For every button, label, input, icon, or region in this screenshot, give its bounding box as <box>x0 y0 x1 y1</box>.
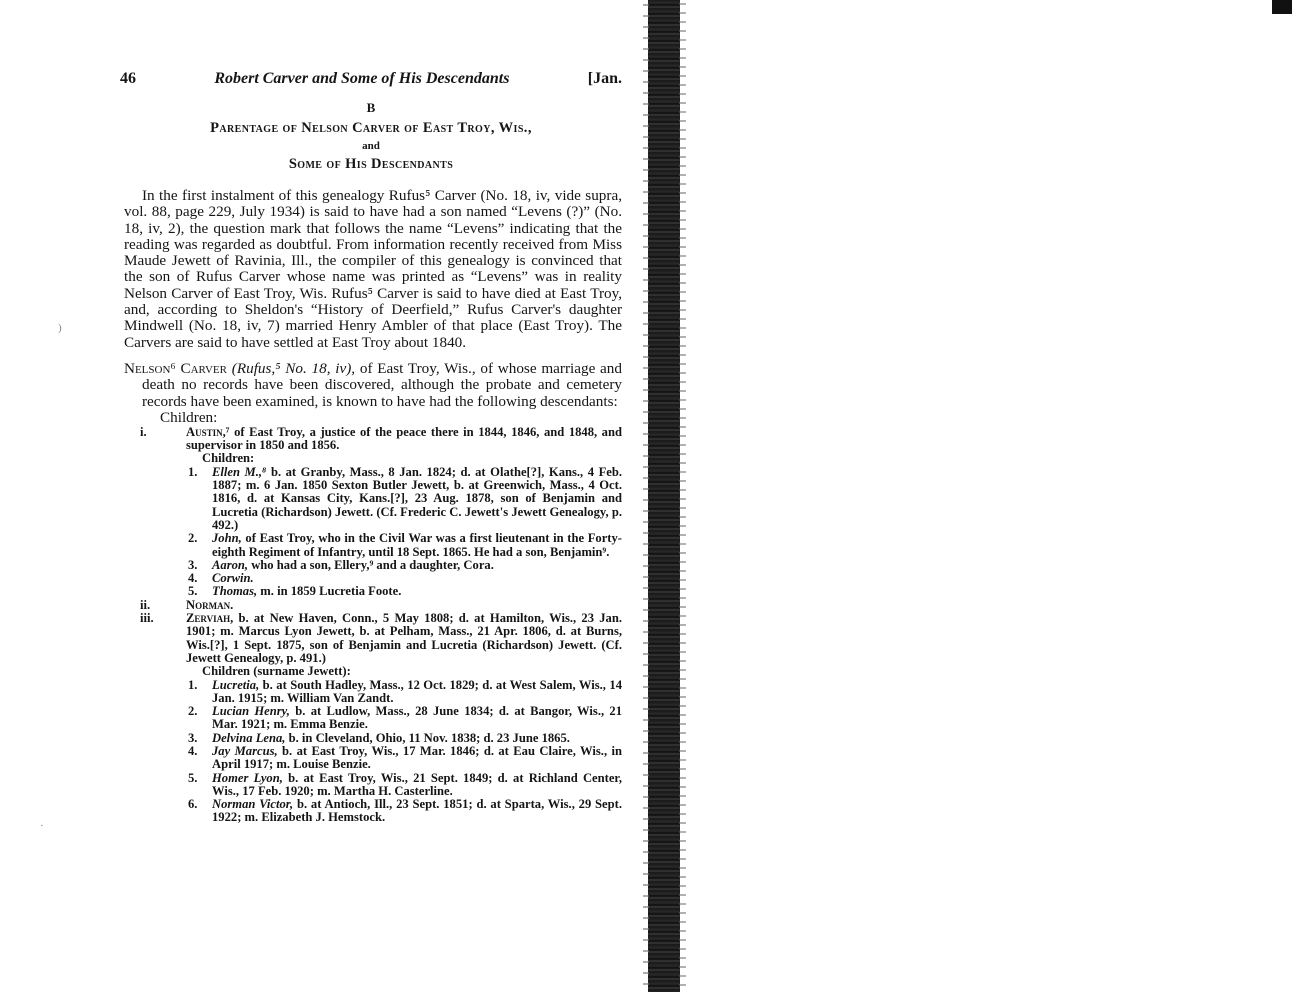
grandchild-details: b. at East Troy, Wis., 17 Mar. 1846; d. at Eau Claire, Wis., in April 1917; m. Louise Benzie. <box>212 743 622 772</box>
grandchild-entry <box>188 798 622 825</box>
grandchild-number: 3. <box>188 730 198 745</box>
book-spine-gutter <box>648 0 680 992</box>
grandchild-text <box>212 732 622 745</box>
grandchild-name: Norman Victor, <box>212 797 294 812</box>
nelson-entry <box>124 361 622 410</box>
grandchild-entry <box>188 732 622 745</box>
grandchild-details: b. at South Hadley, Mass., 12 Oct. 1829; d. at West Salem, Wis., 14 Jan. 1915; m. William Van Zandt. <box>212 677 622 705</box>
child-text <box>186 612 622 665</box>
scan-edge-mark <box>1272 0 1292 14</box>
heading-line-3: Some of His Descendants <box>288 156 454 172</box>
running-month: [Jan. <box>587 70 622 87</box>
grandchild-text <box>212 772 622 799</box>
grandchild-details: b. at East Troy, Wis., 21 Sept. 1849; d. at Richland Center, Wis., 17 Feb. 1920; m. Martha H. Casterline. <box>212 770 622 798</box>
grandchild-text <box>212 798 622 825</box>
nelson-name: Nelson⁶ Carver <box>124 359 227 377</box>
grandchild-number: 1. <box>188 464 198 479</box>
grandchild-details: b. at Antioch, Ill., 23 Sept. 1851; d. at Sparta, Wis., 29 Sept. 1922; m. Elizabeth J. Hemstock. <box>212 797 622 825</box>
grandchild-number: 2. <box>188 704 198 719</box>
grandchild-name: Homer Lyon, <box>212 770 283 785</box>
child-entry <box>140 426 622 453</box>
grandchild-number: 1. <box>188 677 198 692</box>
grandchild-text <box>212 585 622 598</box>
grandchild-details: who had a son, Ellery,⁹ and a daughter, Cora. <box>248 557 494 572</box>
child-text <box>186 599 622 612</box>
child-entry <box>140 599 622 612</box>
child-name: Zerviah, <box>186 611 234 626</box>
grandchild-text <box>212 559 622 572</box>
grandchild-name: Delvina Lena, <box>212 730 286 745</box>
child-number: i. <box>140 424 147 439</box>
heading-line-2: and <box>362 140 380 152</box>
child-number: ii. <box>140 597 151 612</box>
grandchild-name: Thomas, <box>212 584 258 599</box>
grandchild-entry <box>188 572 622 585</box>
grandchild-number: 5. <box>188 770 198 785</box>
grandchild-details: b. at Granby, Mass., 8 Jan. 1824; d. at Olathe[?], Kans., 4 Feb. 1887; m. 6 Jan. 1850 Sexton Butler Jewett, b. at Greenwich, Mass., 4 Oct. 1816, d. at Kansas City, Kans.[?], 23 Aug. 1878, son of Benjamin and Lucretia (Richardson) Jewett. (Cf. Frederic C. Jewett's Jewett Genealogy, p. 492.) <box>212 464 622 532</box>
grandchild-details: m. in 1859 Lucretia Foote. <box>257 584 402 599</box>
heading-line-1: Parentage of Nelson Carver of East Troy, Wis., <box>210 120 532 136</box>
grandchild-number: 5. <box>188 584 198 599</box>
grandchild-number: 4. <box>188 743 198 758</box>
grandchild-text <box>212 572 622 585</box>
grandchild-entry <box>188 532 622 559</box>
nelson-parent: (Rufus,⁵ No. 18, iv), <box>231 359 356 377</box>
grandchild-entry <box>188 679 622 706</box>
grandchild-name: Corwin. <box>212 571 254 586</box>
child-text <box>186 426 622 453</box>
grandchild-text <box>212 532 622 559</box>
child-name: Norman. <box>186 597 234 612</box>
grandchild-name: John, <box>212 531 242 546</box>
children-list <box>120 426 622 825</box>
grandchild-text <box>212 745 622 772</box>
running-head <box>120 70 622 98</box>
child-name: Austin,⁷ <box>186 424 230 439</box>
grandchild-name: Aaron, <box>212 557 249 572</box>
grandchild-number: 3. <box>188 557 198 572</box>
grandchild-entry <box>188 466 622 532</box>
grandchild-name: Ellen M.,⁸ <box>212 464 267 479</box>
grandchild-number: 2. <box>188 531 198 546</box>
grandchild-entry <box>188 559 622 572</box>
section-letter: B <box>366 100 376 115</box>
page-number: 46 <box>120 70 136 87</box>
grandchild-entry <box>188 745 622 772</box>
grandchild-entry <box>188 585 622 598</box>
grandchild-name: Lucretia, <box>212 677 260 692</box>
running-title: Robert Carver and Some of His Descendants <box>214 70 510 87</box>
grandchildren-label: Children: <box>202 451 255 466</box>
grandchild-details: of East Troy, who in the Civil War was a first lieutenant in the Forty-eighth Regiment of Infantry, until 18 Sept. 1865. He had a son, Benjamin⁹. <box>212 531 622 559</box>
nelson-text: of East Troy, Wis., of whose marriage and death no records have been discovered, although the probate and cemetery records have been examined, is known to have had the following descendants: <box>142 359 622 410</box>
grandchild-text <box>212 705 622 732</box>
grandchildren-label: Children (surname Jewett): <box>202 664 351 679</box>
scan-speck: · <box>40 820 44 832</box>
grandchild-name: Jay Marcus, <box>212 743 278 758</box>
children-label: Children: <box>160 408 218 426</box>
grandchild-name: Lucian Henry, <box>212 704 290 719</box>
grandchild-details: b. in Cleveland, Ohio, 11 Nov. 1838; d. 23 June 1865. <box>285 730 570 745</box>
grandchild-text <box>212 679 622 706</box>
grandchild-number: 4. <box>188 571 198 586</box>
intro-paragraph: In the first instalment of this genealogy Rufus⁵ Carver (No. 18, iv, vide supra, vol. 88, page 229, July 1934) is said to have had a son named “Levens (?)” (No. 18, iv, 2), the question mark that follows the name “Levens” indicating that the reading was regarded as doubtful. From information recently received from Miss Maude Jewett of Ravinia, Ill., the compiler of this genealogy is convinced that the son of Rufus Carver whose name was printed as “Levens” was in reality Nelson Carver of East Troy, Wis. Rufus⁵ Carver is said to have died at East Troy, and, according to Sheldon's “History of Deerfield,” Rufus Carver's daughter Mindwell (No. 18, iv, 7) married Henry Ambler of that place (East Troy). The Carvers are said to have settled at East Troy about 1840. <box>124 187 622 351</box>
book-page <box>120 70 622 825</box>
grandchild-text <box>212 466 622 532</box>
grandchild-entry <box>188 705 622 732</box>
grandchild-details: b. at Ludlow, Mass., 28 June 1834; d. at Bangor, Wis., 21 Mar. 1921; m. Emma Benzie. <box>212 704 623 732</box>
grandchild-entry <box>188 772 622 799</box>
child-number: iii. <box>140 611 154 626</box>
grandchild-number: 6. <box>188 797 198 812</box>
scan-speck: ) <box>58 322 62 334</box>
child-details: of East Troy, a justice of the peace there in 1844, 1846, and 1848, and supervisor in 1850 and 1856. <box>186 424 622 453</box>
child-details: b. at New Haven, Conn., 5 May 1808; d. at Hamilton, Wis., 23 Jan. 1901; m. Marcus Lyon Jewett, b. at Pelham, Mass., 21 Apr. 1806, d. at Burns, Wis.[?], 1 Sept. 1875, son of Benjamin and Lucretia (Richardson) Jewett. (Cf. Jewett Genealogy, p. 491.) <box>186 611 622 665</box>
child-entry <box>140 612 622 665</box>
